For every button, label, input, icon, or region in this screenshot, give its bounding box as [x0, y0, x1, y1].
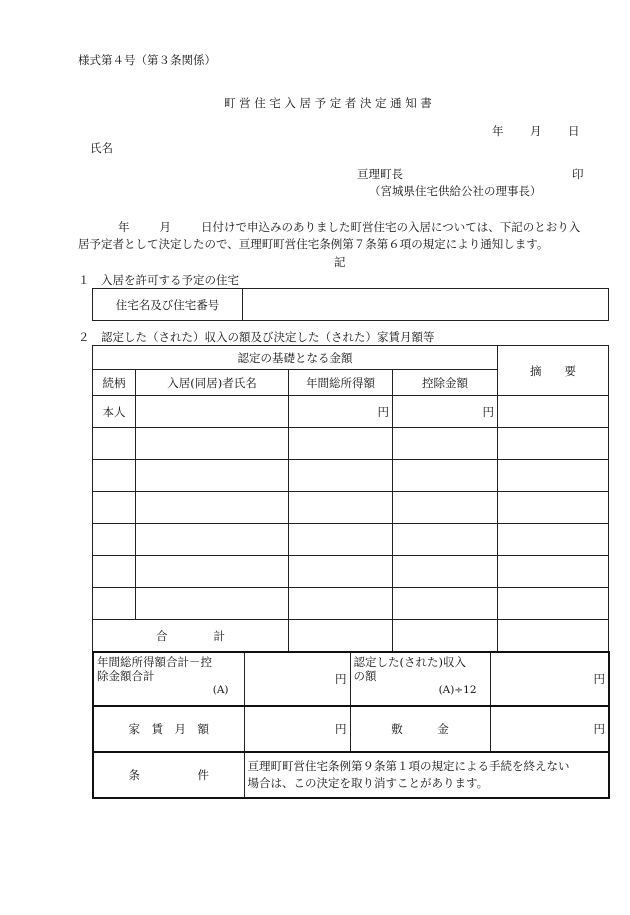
housing-value: [243, 289, 609, 321]
deduction-cell: [393, 556, 498, 588]
ki-mark: 記: [334, 255, 346, 269]
total-remarks-cell: [498, 620, 609, 652]
remarks-cell: [498, 556, 609, 588]
deposit-value: 円: [490, 706, 609, 752]
income-cell: [289, 428, 393, 460]
name-cell: [136, 492, 289, 524]
section2-heading: ２ 認定した（された）収入の額及び決定した（された）家賃月額等: [78, 330, 435, 344]
name-cell: [136, 428, 289, 460]
relation-cell: [93, 492, 136, 524]
summary-table: [92, 651, 610, 799]
housing-table: [92, 288, 609, 321]
condition-text: [244, 752, 609, 798]
income-cell: [289, 524, 393, 556]
total-row: [93, 620, 609, 652]
deduction-cell: 円: [393, 396, 498, 428]
seal-mark: 印: [572, 167, 584, 181]
deduction-cell: [393, 492, 498, 524]
recipient-name-label: 氏名: [90, 141, 113, 155]
remarks-cell: [498, 524, 609, 556]
table-row: [93, 492, 609, 524]
table-row: [93, 460, 609, 492]
date-day-label: 日: [568, 124, 580, 138]
table-row: [93, 588, 609, 620]
sender-title: 亘理町長: [357, 167, 403, 181]
income-total-value: 円: [244, 652, 350, 706]
relation-cell: [93, 588, 136, 620]
notice-body-line2: 居予定者として決定したので、亘理町町営住宅条例第７条第６項の規定により通知します。: [78, 237, 549, 251]
income-total-label-line2: 除金額合計: [97, 669, 155, 683]
deduction-cell: [393, 460, 498, 492]
condition-label: 条 件: [93, 752, 244, 798]
page-title: 町営住宅入居予定者決定通知書: [224, 96, 436, 110]
remarks-cell: [498, 428, 609, 460]
table-row: [93, 524, 609, 556]
total-deduction-cell: [393, 620, 498, 652]
deduction-cell: [393, 588, 498, 620]
remarks-header: 摘 要: [498, 346, 609, 396]
income-cell: 円: [289, 396, 393, 428]
form-number: 様式第４号（第３条関係）: [78, 53, 216, 67]
income-cell: [289, 588, 393, 620]
table-row: [93, 428, 609, 460]
remarks-cell: [498, 492, 609, 524]
total-label: 合 計: [93, 620, 289, 652]
sender-note: （宮城県住宅供給公社の理事長）: [369, 184, 542, 198]
total-income-cell: [289, 620, 393, 652]
deduction-cell: [393, 524, 498, 556]
marker-a: (A): [212, 684, 229, 696]
remarks-cell: [498, 588, 609, 620]
income-total-label: [93, 652, 244, 706]
table-row: [93, 556, 609, 588]
housing-label: 住宅名及び住宅番号: [93, 289, 243, 321]
table-row: [93, 396, 609, 428]
marker-a-div12: (A)÷12: [438, 684, 477, 696]
name-cell: [136, 556, 289, 588]
deposit-label: 敷 金: [350, 706, 490, 752]
certified-income-label-line2: の額: [353, 669, 377, 683]
name-cell: [136, 460, 289, 492]
date-month-label: 月: [530, 124, 542, 138]
name-cell: [136, 396, 289, 428]
income-total-label-line1: 年間総所得額合計－控: [97, 655, 212, 669]
body-year: 年: [118, 220, 130, 234]
certified-income-label-line1: 認定した(された)収入: [353, 655, 466, 669]
notice-body: [78, 219, 610, 253]
relation-cell: [93, 428, 136, 460]
income-cell: [289, 492, 393, 524]
name-cell: [136, 524, 289, 556]
rent-value: 円: [244, 706, 350, 752]
deduction-cell: [393, 428, 498, 460]
body-line1-rest: 日付けで申込みのありました町営住宅の入居については、下記のとおり入: [201, 220, 581, 234]
rent-label: 家 賃 月 額: [93, 706, 244, 752]
body-month: 月: [159, 220, 171, 234]
col-relation: 続柄: [93, 370, 136, 396]
relation-cell: [93, 556, 136, 588]
date-year-label: 年: [492, 124, 504, 138]
relation-cell: 本人: [93, 396, 136, 428]
section1-heading: １ 入居を許可する予定の住宅: [78, 273, 239, 287]
condition-text-line2: 場合は、この決定を取り消すことがあります。: [247, 776, 489, 790]
relation-cell: [93, 524, 136, 556]
col-deduction: 控除金額: [393, 370, 498, 396]
col-annual-income: 年間総所得額: [289, 370, 393, 396]
certified-income-label: [350, 652, 490, 706]
income-cell: [289, 460, 393, 492]
notice-body-line1: [78, 219, 610, 236]
group-header: 認定の基礎となる金額: [93, 346, 498, 370]
relation-cell: [93, 460, 136, 492]
condition-text-line1: 亘理町町営住宅条例第９条第１項の規定による手続を終えない: [247, 759, 570, 773]
remarks-cell: [498, 396, 609, 428]
name-cell: [136, 588, 289, 620]
certified-income-value: 円: [490, 652, 609, 706]
income-table: [92, 345, 609, 652]
col-name: 入居(同居)者氏名: [136, 370, 289, 396]
income-cell: [289, 556, 393, 588]
remarks-cell: [498, 460, 609, 492]
